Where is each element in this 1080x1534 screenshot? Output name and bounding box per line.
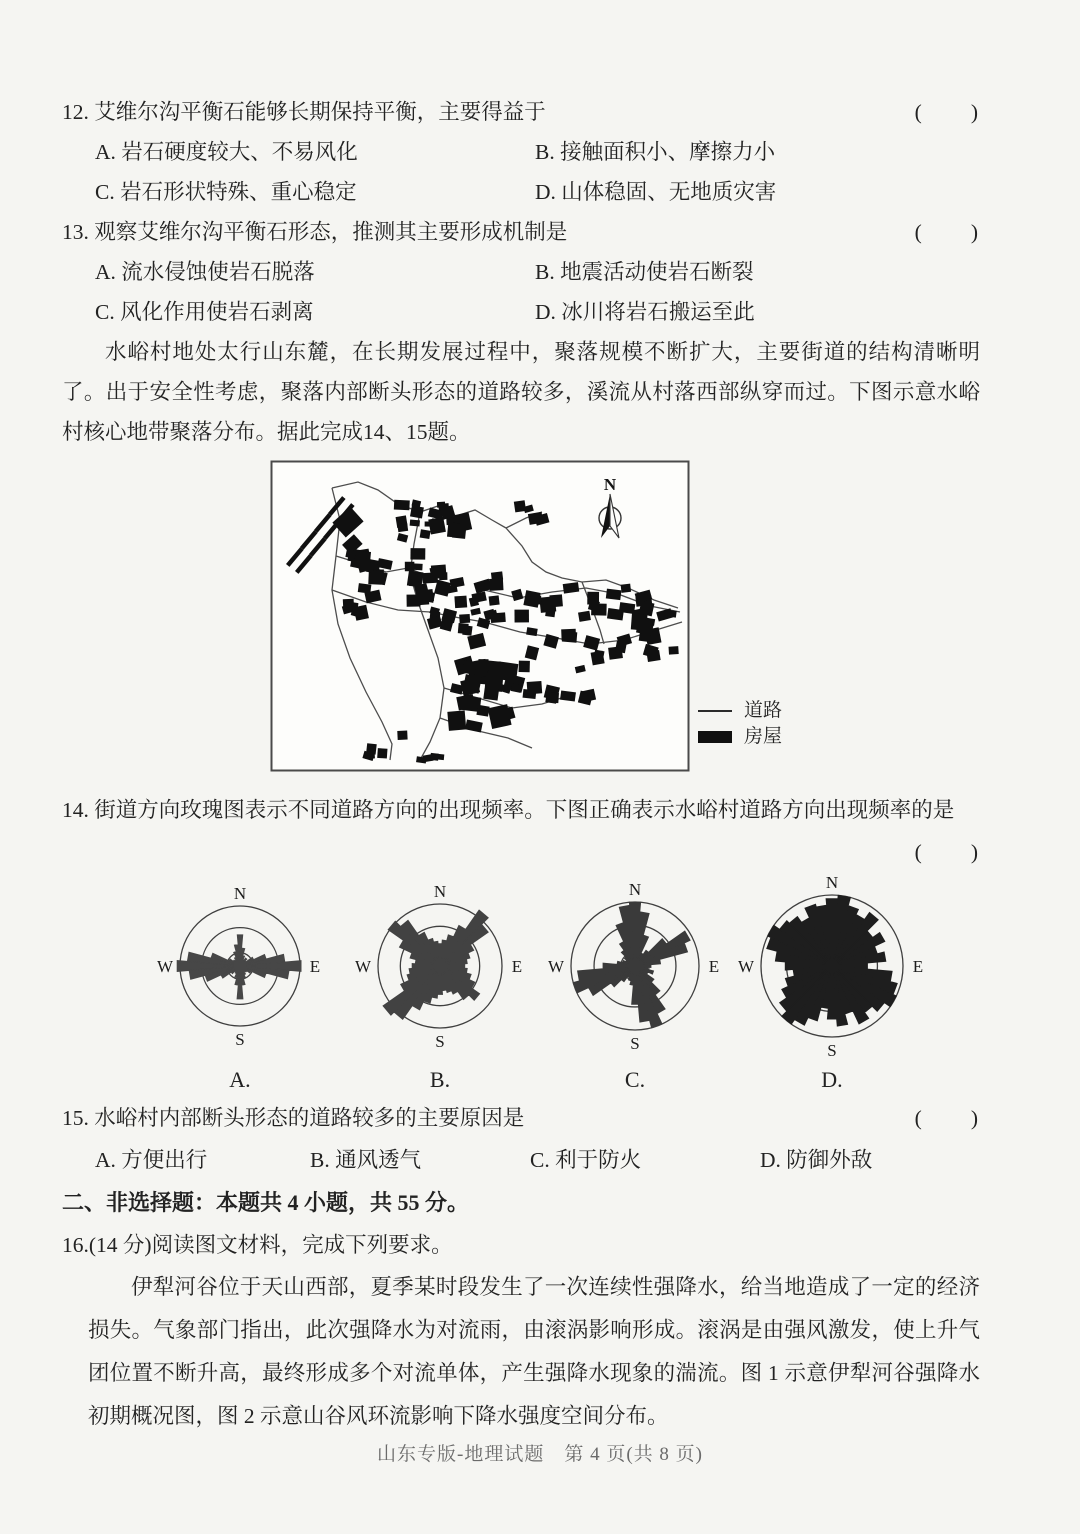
- rose-chart-c: [535, 874, 735, 1066]
- passage-shuiyu-village: 水峪村地处太行山东麓，在长期发展过程中，聚落规模不断扩大，主要街道的结构清晰明了。出于安全性考虑，聚落内部断头形态的道路较多，溪流从村落西部纵穿而过。下图示意水峪村核心地带聚落分布。据此完成14、15题。: [62, 340, 980, 444]
- question-16-stem: 16.(14 分)阅读图文材料，完成下列要求。: [62, 1233, 453, 1257]
- page-footer: 山东专版-地理试题 第 4 页(共 8 页): [377, 1444, 703, 1465]
- question-12-options-row-2: [62, 172, 980, 212]
- question-15-option-d: D. 防御外敌: [760, 1148, 873, 1172]
- svg-text:N: N: [233, 884, 247, 903]
- svg-text:S: S: [827, 1041, 837, 1060]
- rose-caption-c: C.: [624, 1067, 646, 1092]
- question-12-option-d: D. 山体稳固、无地质灾害: [535, 180, 777, 204]
- rose-caption-a: A.: [229, 1067, 251, 1092]
- question-12-option-b: B. 接触面积小、摩擦力小: [535, 140, 776, 164]
- legend-road: [698, 698, 782, 724]
- legend-house: [698, 724, 782, 750]
- rose-chart-d: [732, 874, 932, 1066]
- question-12-answer-paren: ( ): [914, 100, 980, 124]
- svg-text:N: N: [603, 475, 617, 494]
- legend-road-label: 道路: [744, 700, 783, 721]
- section-2-header: 二、非选择题：本题共 4 小题，共 55 分。: [62, 1190, 470, 1215]
- svg-text:N: N: [433, 882, 447, 901]
- rose-caption-d: D.: [821, 1067, 843, 1092]
- question-15-option-c: C. 利于防火: [530, 1148, 642, 1172]
- rose-option-a: [140, 874, 340, 1093]
- svg-text:E: E: [309, 957, 321, 976]
- question-12-options-row-1: [62, 132, 980, 172]
- question-13-options-row-2: [62, 292, 980, 332]
- question-13-answer-paren: ( ): [914, 220, 980, 244]
- question-12-option-a: A. 岩石硬度较大、不易风化: [95, 140, 358, 164]
- rose-diagram-row: [0, 874, 1080, 1090]
- svg-text:W: W: [547, 957, 565, 976]
- svg-text:E: E: [708, 957, 720, 976]
- rose-caption-b: B.: [429, 1067, 451, 1092]
- svg-text:W: W: [354, 957, 372, 976]
- question-13-option-d: D. 冰川将岩石搬运至此: [535, 300, 755, 324]
- question-12-stem: 12. 艾维尔沟平衡石能够长期保持平衡，主要得益于: [62, 100, 546, 124]
- question-15-stem-row: [62, 1098, 980, 1138]
- svg-text:S: S: [630, 1034, 640, 1053]
- rose-option-d: [732, 874, 932, 1093]
- question-15-option-a: A. 方便出行: [95, 1148, 208, 1172]
- passage-yili-valley: 伊犁河谷位于天山西部，夏季某时段发生了一次连续性强降水，给当地造成了一定的经济损失。气象部门指出，此次强降水为对流雨，由滚涡影响形成。滚涡是由强风激发，使上升气团位置不断升高，最终形成多个对流单体，产生强降水现象的湍流。图 1 示意伊犁河谷强降水初期概况图，图 2 示意山谷风环流影响下降水强度空间分布。: [88, 1275, 980, 1428]
- svg-text:N: N: [825, 874, 839, 892]
- question-13-stem-row: [62, 212, 980, 252]
- svg-text:S: S: [435, 1032, 445, 1051]
- question-14-stem: 14. 街道方向玫瑰图表示不同道路方向的出现频率。下图正确表示水峪村道路方向出现频率的是: [62, 798, 955, 822]
- map-legend: [698, 698, 782, 750]
- svg-text:W: W: [156, 957, 174, 976]
- svg-text:E: E: [511, 957, 523, 976]
- house-rect-symbol: [698, 731, 732, 743]
- question-12-option-c: C. 岩石形状特殊、重心稳定: [95, 180, 357, 204]
- question-15-answer-paren: ( ): [914, 1106, 980, 1130]
- question-15-options-row: [62, 1138, 980, 1182]
- svg-text:E: E: [912, 957, 924, 976]
- question-12-stem-row: [62, 92, 980, 132]
- village-settlement-map: [270, 460, 690, 772]
- question-13-options-row-1: [62, 252, 980, 292]
- question-15-stem: 15. 水峪村内部断头形态的道路较多的主要原因是: [62, 1106, 525, 1130]
- svg-text:N: N: [628, 880, 642, 899]
- rose-option-c: [535, 874, 735, 1093]
- rose-chart-b: [340, 874, 540, 1066]
- svg-text:S: S: [235, 1030, 245, 1049]
- village-map-figure: [62, 460, 980, 772]
- svg-text:W: W: [737, 957, 755, 976]
- question-13-option-b: B. 地震活动使岩石断裂: [535, 260, 754, 284]
- question-13-stem: 13. 观察艾维尔沟平衡石形态，推测其主要形成机制是: [62, 220, 568, 244]
- question-13-option-c: C. 风化作用使岩石剥离: [95, 300, 314, 324]
- question-14-answer-paren: ( ): [914, 840, 980, 864]
- question-13-option-a: A. 流水侵蚀使岩石脱落: [95, 260, 315, 284]
- question-15-option-b: B. 通风透气: [310, 1148, 422, 1172]
- rose-option-b: [340, 874, 540, 1093]
- road-line-symbol: [698, 710, 732, 712]
- rose-chart-a: [140, 874, 340, 1066]
- legend-house-label: 房屋: [744, 726, 783, 747]
